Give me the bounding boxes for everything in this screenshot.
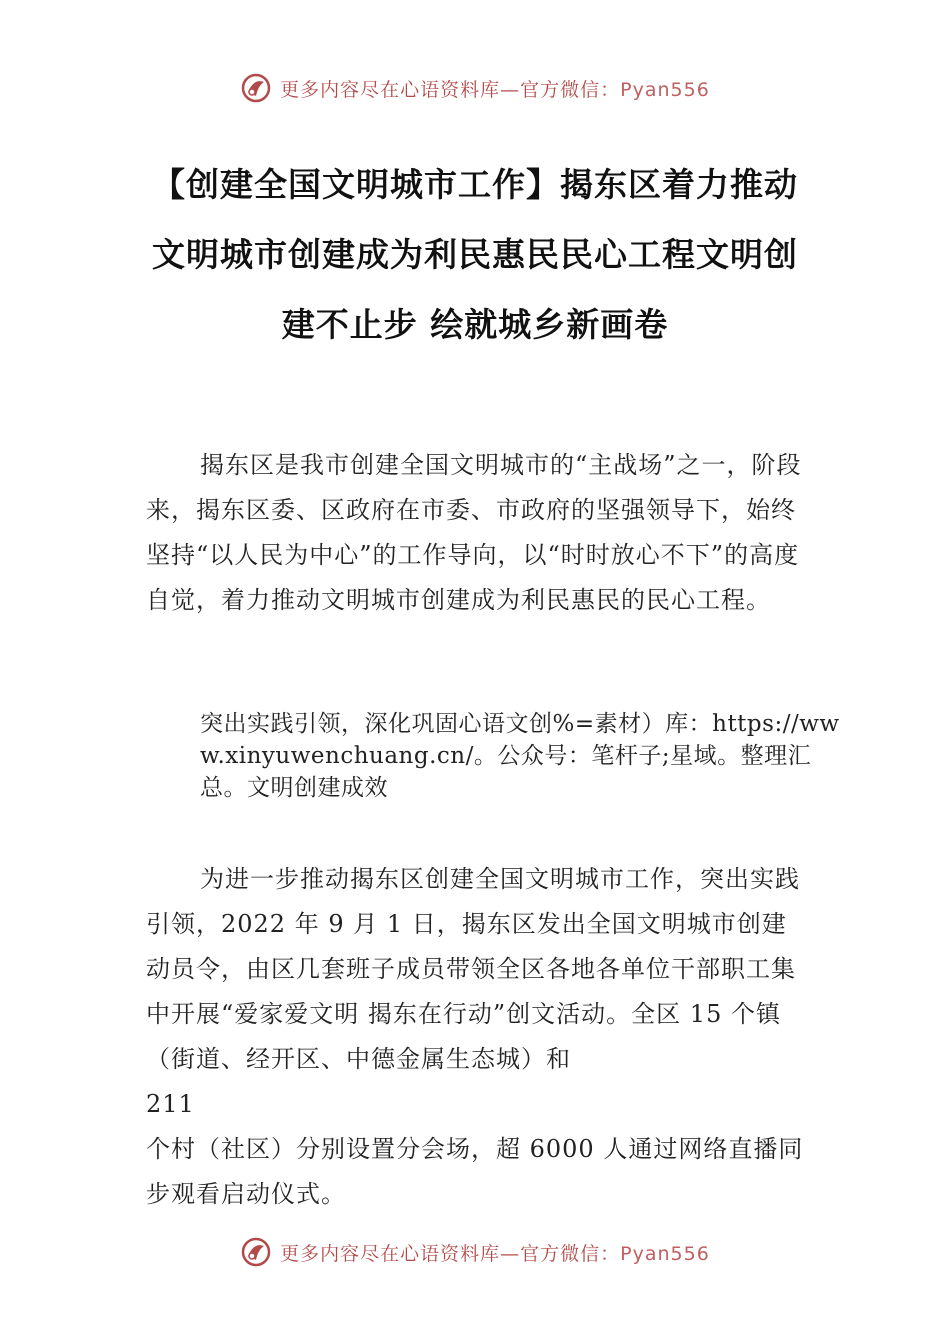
quote-block: 突出实践引领，深化巩固心语文创%=素材）库：https://www.xinyuwenchuang.cn/。公众号：笔杆子;星域。整理汇总。文明创建成效 (200, 711, 840, 801)
brand-logo-icon (240, 72, 272, 104)
document-title: 【创建全国文明城市工作】揭东区着力推动文明城市创建成为利民惠民民心工程文明创建不止步 绘就城乡新画卷 (152, 165, 798, 344)
wechat-id: Pyan556 (620, 78, 710, 101)
paragraph-intro: 揭东区是我市创建全国文明城市的“主战场”之一，阶段来，揭东区委、区政府在市委、市政府的坚强领导下，始终坚持“以人民为中心”的工作导向，以“时时放心不下”的高度自觉，着力推动文明城市创建成为利民惠民的民心工程。 (146, 451, 802, 614)
brand-logo-icon (240, 1236, 272, 1268)
header-watermark (0, 72, 950, 104)
brand-text: 更多内容尽在心语资料库—官方微信：Pyan556 (280, 1242, 710, 1265)
paragraph-mobilization-part-b: 211 (146, 1090, 195, 1118)
paragraph-mobilization-part-a: 为进一步推动揭东区创建全国文明城市工作，突出实践引领，2022 年 9 月 1 日，揭东区发出全国文明城市创建动员令，由区几套班子成员带领全区各地各单位干部职工集中开展“爱家爱文明 揭东在行动”创文活动。全区 15 个镇（街道、经开区、中德金属生态城）和 (146, 865, 800, 1073)
wechat-id: Pyan556 (620, 1242, 710, 1265)
footer-watermark (0, 1236, 950, 1268)
paragraph-mobilization-part-c: 个村（社区）分别设置分会场，超 6000 人通过网络直播同步观看启动仪式。 (146, 1135, 804, 1208)
brand-text: 更多内容尽在心语资料库—官方微信：Pyan556 (280, 78, 710, 101)
paragraph-mobilization (146, 857, 811, 1217)
